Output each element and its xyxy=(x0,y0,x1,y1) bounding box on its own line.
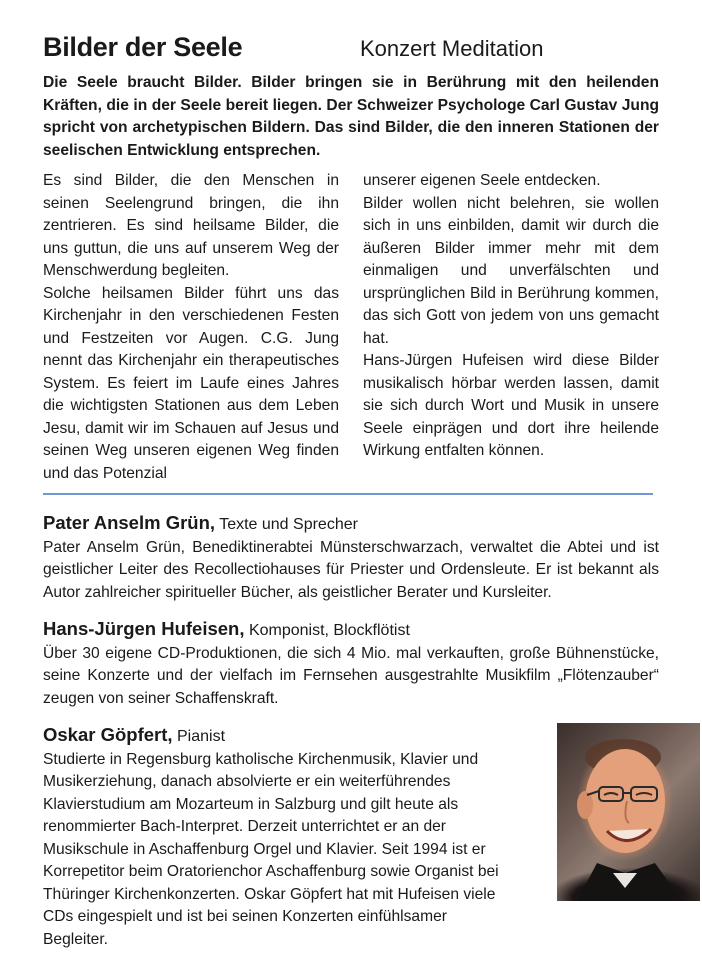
right-paragraph-2: Bilder wollen nicht belehren, sie wollen sich in uns einbilden, damit wir durch die äußeren Bilder immer mehr mit dem einmaligen und unverfälschten und ursprünglichen Bild in Berührung kommen, das sich Gott von jedem von uns gemacht hat. xyxy=(363,194,659,347)
page-subtitle: Konzert Meditation xyxy=(360,36,544,61)
bio-anselm-gruen xyxy=(43,512,659,604)
bio-name: Oskar Göpfert, xyxy=(43,724,173,745)
bio-role: Pianist xyxy=(172,728,226,745)
bio-role: Texte und Sprecher xyxy=(215,516,358,533)
bio-heading xyxy=(43,512,659,537)
bio-text: Studierte in Regensburg katholische Kirchenmusik, Klavier und Musikerziehung, danach absolvierte er ein weiterführendes Klavierstudium am Mozarteum in Salzburg und gilt heute als renommierter Bach-Interpret. Derzeit unterrichtet er an der Musikschule in Aschaffenburg Orgel und Klavier. Seit 1994 ist er Korrepetitor beim Oratorienchor Aschaffenburg sowie Organist bei Thüringer Kirchenkonzerten. Oskar Göpfert hat mit Hufeisen viele CDs eingespielt und ist bei seinen Konzerten einfühlsamer Begleiter. xyxy=(43,750,499,948)
bio-name: Pater Anselm Grün, xyxy=(43,512,216,533)
right-column xyxy=(363,170,659,485)
bio-heading xyxy=(43,618,659,643)
portrait-illustration xyxy=(557,723,700,901)
left-paragraph-1: Es sind Bilder, die den Menschen in seinen Seelengrund bringen, die ihn zentrieren. Es sind heilsame Bilder, die uns guttun, die uns auf unserem Weg der Menschwerdung begleiten. xyxy=(43,172,339,279)
right-paragraph-3: Hans-Jürgen Hufeisen wird diese Bilder musikalisch hörbar werden lassen, damit sie sich durch Wort und Musik in unsere Seele einprägen und dort ihre heilende Wirkung entfalten können. xyxy=(363,352,659,459)
bio-hans-juergen-hufeisen xyxy=(43,618,659,710)
body-columns xyxy=(43,170,659,485)
right-paragraph-1: unserer eigenen Seele entdecken. xyxy=(363,172,601,189)
intro-paragraph: Die Seele braucht Bilder. Bilder bringen sie in Berührung mit den heilenden Kräften, die in der Seele bereit liegen. Der Schweizer Psychologe Carl Gustav Jung spricht von archetypischen Bildern. Das sind Bilder, die den inneren Stationen der seelischen Entwicklung entsprechen. xyxy=(43,74,659,159)
portrait-photo xyxy=(557,723,700,901)
bio-role: Komponist, Blockflötist xyxy=(244,622,410,639)
left-column xyxy=(43,170,339,485)
header xyxy=(43,32,659,66)
bio-text: Über 30 eigene CD-Produktionen, die sich 4 Mio. mal verkauften, große Bühnenstücke, seine Konzerte und der vielfach im Fernsehen ausgestrahlte Musikfilm „Flötenzauber“ zeugen von seiner Schaffenskraft. xyxy=(43,644,659,707)
bio-text: Pater Anselm Grün, Benediktinerabtei Münsterschwarzach, verwaltet die Abtei und ist geistlicher Leiter des Recollectiohauses für Priester und Ordensleute. Er ist bekannt als Autor zahlreicher spiritueller Bücher, als geistlicher Berater und Kursleiter. xyxy=(43,538,659,601)
left-paragraph-2: Solche heilsamen Bilder führt uns das Kirchenjahr in den verschiedenen Festen und Festzeiten vor Augen. C.G. Jung nennt das Kirchenjahr ein therapeutisches System. Es feiert im Laufe eines Jahres die wichtigsten Stationen aus dem Leben Jesu, damit wir im Schauen auf Jesus und seinen Weg unseren eigenen Weg finden und das Potenzial xyxy=(43,284,339,482)
bio-name: Hans-Jürgen Hufeisen, xyxy=(43,618,245,639)
page-title: Bilder der Seele xyxy=(43,32,243,62)
section-divider xyxy=(43,493,653,495)
document-page xyxy=(43,32,659,948)
